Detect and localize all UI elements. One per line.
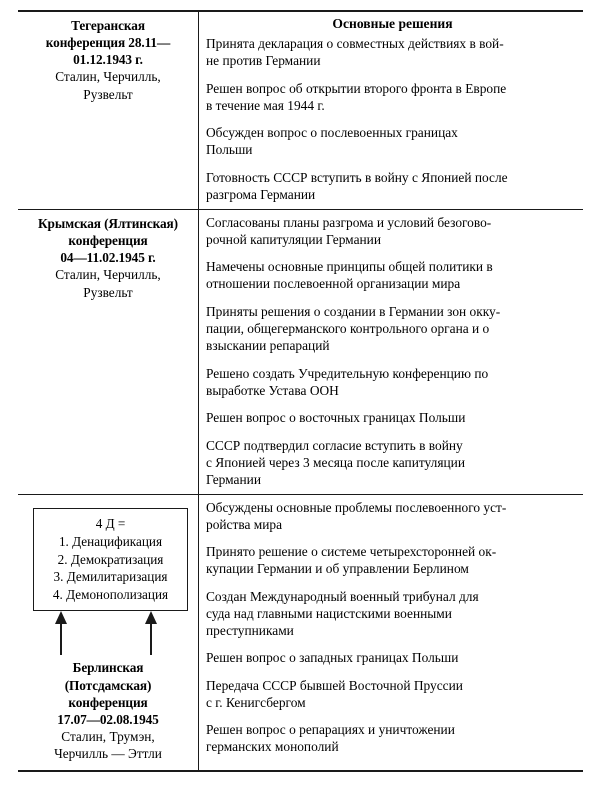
decision-line: Решено создать Учредительную конференцию по xyxy=(206,365,489,381)
decision-item xyxy=(206,365,579,399)
conference-title-line: Берлинская xyxy=(72,660,144,676)
column-header-decisions: Основные решения xyxy=(332,16,453,31)
decision-item xyxy=(206,499,579,533)
decision-line: с Японией через 3 месяца после капитуляции xyxy=(206,454,465,470)
decision-item xyxy=(206,721,579,755)
decision-line: взыскании репараций xyxy=(206,338,330,354)
decision-line: Решен вопрос об открытии второго фронта в Европе xyxy=(206,80,507,96)
decision-line: германских монополий xyxy=(206,739,339,755)
conference-title-line: 01.12.1943 г. xyxy=(73,52,143,68)
four-d-item: 4. Демонополизация xyxy=(52,586,169,602)
decision-item xyxy=(206,124,579,158)
decisions-cell-potsdam xyxy=(199,495,583,771)
decision-line: выработке Устава ООН xyxy=(206,382,339,398)
four-d-box xyxy=(33,508,188,612)
decision-item xyxy=(206,80,579,114)
conference-title-line: конференция xyxy=(68,694,148,710)
decision-item xyxy=(206,303,579,354)
decision-line: СССР подтвердил согласие вступить в войну xyxy=(206,437,463,453)
decision-line: Решен вопрос о западных границах Польши xyxy=(206,650,459,666)
decision-line: Принято решение о системе четырехсторонней ок- xyxy=(206,544,497,560)
conference-participants xyxy=(24,728,192,762)
participant-line: Сталин, Трумэн, xyxy=(61,728,155,744)
participant-line: Черчилль — Эттли xyxy=(54,746,162,762)
decision-line: в течение мая 1944 г. xyxy=(206,97,325,113)
decisions-cell-tehran xyxy=(199,12,583,209)
decision-line: купации Германии и об управлении Берлином xyxy=(206,561,469,577)
decision-line: Решен вопрос о репарациях и уничтожении xyxy=(206,722,455,738)
four-d-heading: 4 Д = xyxy=(95,515,126,531)
table-row xyxy=(18,12,583,210)
decision-item xyxy=(206,35,579,69)
decisions-cell-yalta xyxy=(199,210,583,494)
up-arrow-icon xyxy=(145,611,158,655)
decision-line: Обсуждены основные проблемы послевоенного уст- xyxy=(206,499,507,515)
conference-cell-yalta xyxy=(18,210,199,494)
conferences-table xyxy=(18,10,583,772)
conference-title-line: Тегеранская xyxy=(71,18,145,33)
decision-line: ройства мира xyxy=(206,516,283,532)
decision-line: Готовность СССР вступить в войну с Японией после xyxy=(206,169,508,185)
decision-line: преступниками xyxy=(206,622,294,638)
four-d-item: 2. Демократизация xyxy=(57,551,164,567)
decision-line: Передача СССР бывшей Восточной Пруссии xyxy=(206,677,463,693)
participant-line: Рузвельт xyxy=(83,86,133,102)
decision-line: Польши xyxy=(206,142,253,158)
decision-item xyxy=(206,437,579,488)
conference-participants xyxy=(24,266,192,300)
decision-item xyxy=(206,214,579,248)
decision-line: пации, общегерманского контрольного органа и о xyxy=(206,321,490,337)
decision-line: отношении послевоенной организации мира xyxy=(206,276,461,292)
decision-item xyxy=(206,169,579,203)
four-d-diagram xyxy=(24,508,192,771)
decision-line: Принята декларация о совместных действиях в вой- xyxy=(206,36,504,52)
conference-title-line: 04—11.02.1945 г. xyxy=(60,250,156,266)
decision-line: Решен вопрос о восточных границах Польши xyxy=(206,410,466,426)
four-d-item: 1. Денацификация xyxy=(58,534,163,550)
decision-line: не против Германии xyxy=(206,53,321,69)
decision-line: рочной капитуляции Германии xyxy=(206,231,382,247)
decision-line: Создан Международный военный трибунал для xyxy=(206,588,479,604)
decision-item xyxy=(206,649,579,666)
decision-item xyxy=(206,409,579,426)
participant-line: Рузвельт xyxy=(83,284,133,300)
conference-title xyxy=(24,215,192,266)
conference-title-line: (Потсдамская) xyxy=(64,677,152,693)
conference-title-line: Крымская (Ялтинская) xyxy=(38,215,178,231)
table-row xyxy=(18,495,583,771)
arrow-group xyxy=(24,611,192,655)
decision-line: разгрома Германии xyxy=(206,186,316,202)
four-d-item: 3. Демилитаризация xyxy=(53,569,168,585)
conference-name-block xyxy=(24,659,192,762)
decision-line: Обсужден вопрос о послевоенных границах xyxy=(206,125,458,141)
conference-title-line: конференция 28.11— xyxy=(45,35,171,51)
conference-title xyxy=(24,659,192,728)
conference-title xyxy=(24,17,192,68)
decision-line: Германии xyxy=(206,471,261,487)
table-row xyxy=(18,210,583,495)
decision-line: с г. Кенигсбергом xyxy=(206,694,306,710)
decision-item xyxy=(206,543,579,577)
participant-line: Сталин, Черчилль, xyxy=(55,69,161,85)
conference-cell-potsdam xyxy=(18,495,199,771)
conference-title-line: конференция xyxy=(68,233,148,249)
decision-item xyxy=(206,588,579,639)
decision-item xyxy=(206,258,579,292)
participant-line: Сталин, Черчилль, xyxy=(55,267,161,283)
conference-cell-tehran xyxy=(18,12,199,209)
conference-title-line: 17.07—02.08.1945 xyxy=(57,711,159,727)
decision-line: суда над главными нацистскими военными xyxy=(206,605,452,621)
decision-line: Приняты решения о создании в Германии зон окку- xyxy=(206,304,501,319)
decision-item xyxy=(206,677,579,711)
conference-participants xyxy=(24,68,192,102)
decision-line: Намечены основные принципы общей политики в xyxy=(206,259,493,275)
decision-line: Согласованы планы разгрома и условий безогово- xyxy=(206,214,492,230)
up-arrow-icon xyxy=(55,611,68,655)
